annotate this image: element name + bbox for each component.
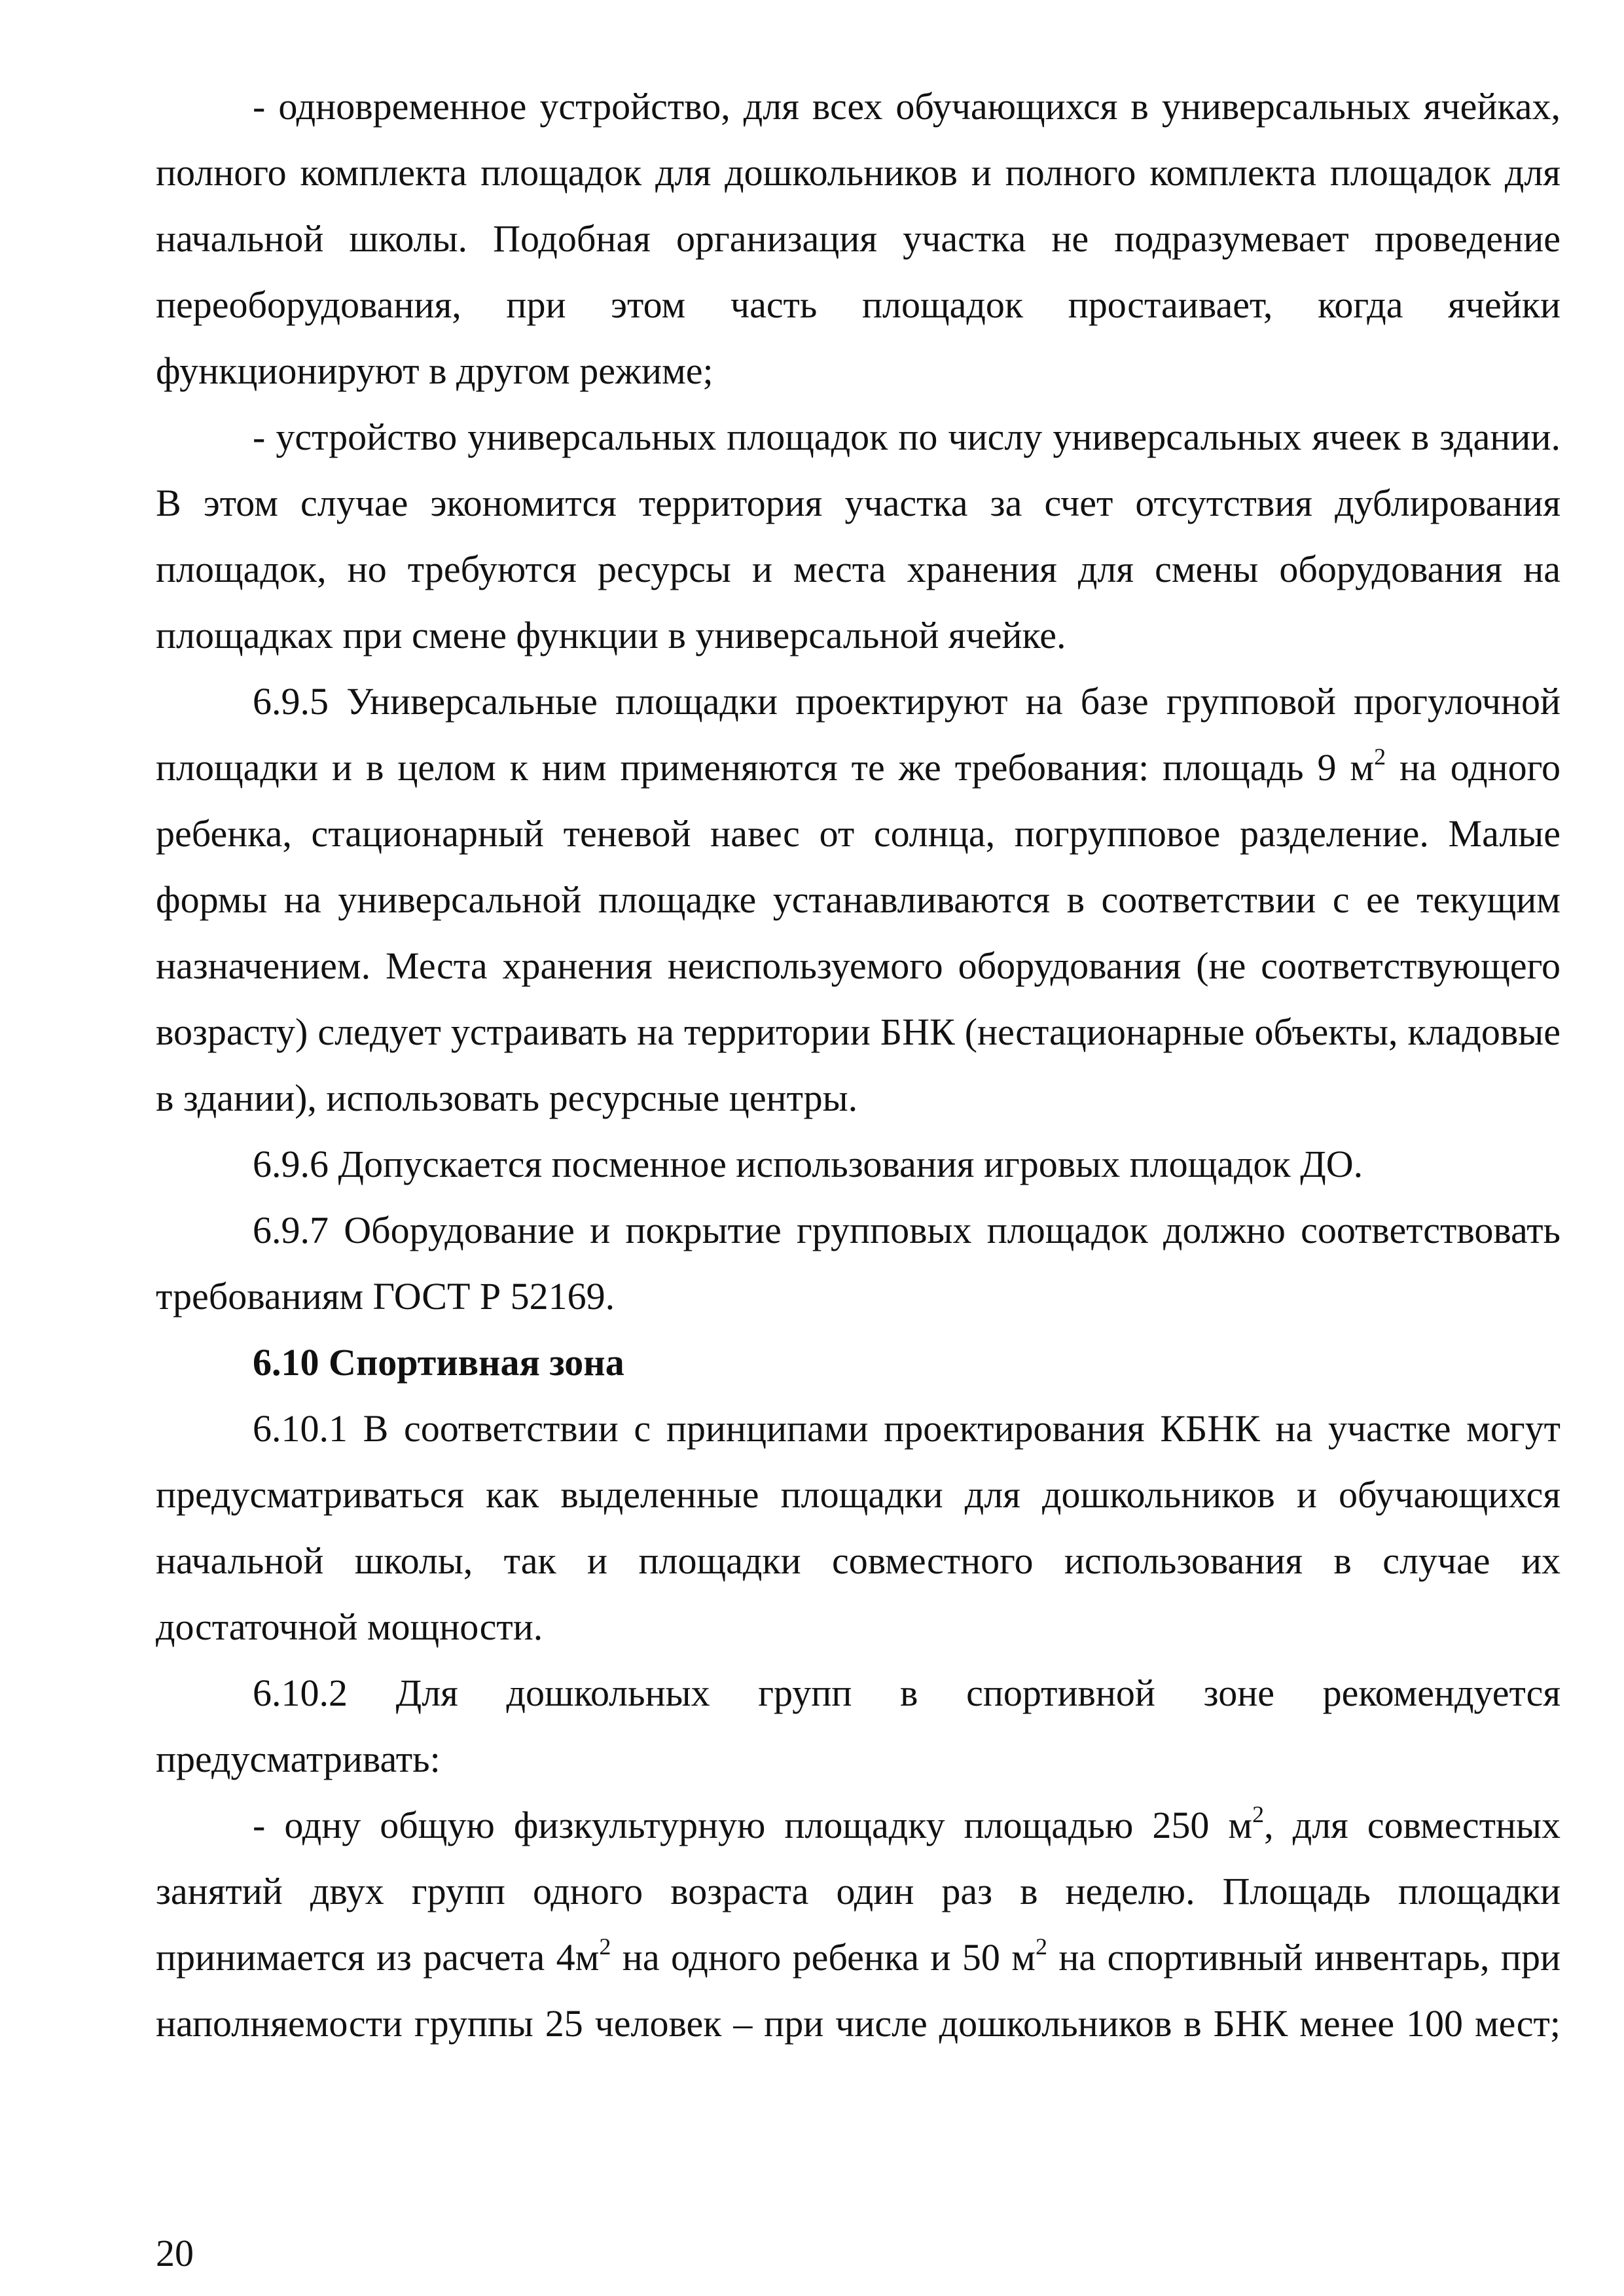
- paragraph-6-9-5-part-b: на одного ребенка, стационарный теневой навес от солнца, погрупповое разделение. Малые формы на универсальной площадке устанавливаются в соответствии с ее текущим назначением. Места хранения неиспользуемого оборудования (не соответствующего возрасту) следует устраивать на территории БНК (нестационарные объекты, кладовые в здании), использовать ресурсные центры.: [156, 746, 1561, 1119]
- superscript-square: 2: [1374, 743, 1386, 770]
- paragraph-sports-ground-part-d: на спортивный инвентарь, при наполняемости группы 25 человек – при числе дошкольников в БНК менее 100 мест;: [156, 1936, 1561, 2045]
- paragraph-sports-ground-part-b: , для совместных занятий двух групп одного возраста один раз в неделю. Площадь площадки принимается из расчета 4м: [156, 1804, 1561, 1979]
- paragraph-6-10-2: 6.10.2 Для дошкольных групп в спортивной зоне рекомендуется предусматривать:: [156, 1672, 1561, 1780]
- paragraph-sports-ground-part-a: - одну общую физкультурную площадку площадью 250 м: [253, 1804, 1253, 1846]
- paragraph-sports-ground: [156, 1792, 1561, 2056]
- paragraph-6-9-5: [156, 668, 1561, 1131]
- paragraph-universal-grounds: - устройство универсальных площадок по числу универсальных ячеек в здании. В этом случае экономится территория участка за счет отсутствия дублирования площадок, но требуются ресурсы и места хранения для смены оборудования на площадках при смене функции в универсальной ячейке.: [156, 416, 1561, 656]
- page-number: 20: [156, 2232, 194, 2274]
- page-body: [156, 73, 1561, 2056]
- superscript-square: 2: [1035, 1933, 1047, 1960]
- section-heading-sports-zone: 6.10 Спортивная зона: [253, 1341, 624, 1384]
- paragraph-sports-ground-part-c: на одного ребенка и 50 м: [611, 1936, 1036, 1979]
- superscript-square: 2: [599, 1933, 611, 1960]
- paragraph-6-9-5-part-a: 6.9.5 Универсальные площадки проектируют на базе групповой прогулочной площадки и в целом к ним применяются те же требования: площадь 9 м: [156, 680, 1561, 789]
- paragraph-6-10-1: 6.10.1 В соответствии с принципами проектирования КБНК на участке могут предусматриваться как выделенные площадки для дошкольников и обучающихся начальной школы, так и площадки совместного использования в случае их достаточной мощности.: [156, 1407, 1561, 1648]
- paragraph-simultaneous-arrangement: - одновременное устройство, для всех обучающихся в универсальных ячейках, полного комплекта площадок для дошкольников и полного комплекта площадок для начальной школы. Подобная организация участка не подразумевает проведение переоборудования, при этом часть площадок простаивает, когда ячейки функционируют в другом режиме;: [156, 85, 1561, 392]
- paragraph-6-9-7: 6.9.7 Оборудование и покрытие групповых площадок должно соответствовать требованиям ГОСТ Р 52169.: [156, 1209, 1561, 1318]
- superscript-square: 2: [1252, 1801, 1265, 1827]
- paragraph-6-9-6: 6.9.6 Допускается посменное использования игровых площадок ДО.: [253, 1143, 1363, 1185]
